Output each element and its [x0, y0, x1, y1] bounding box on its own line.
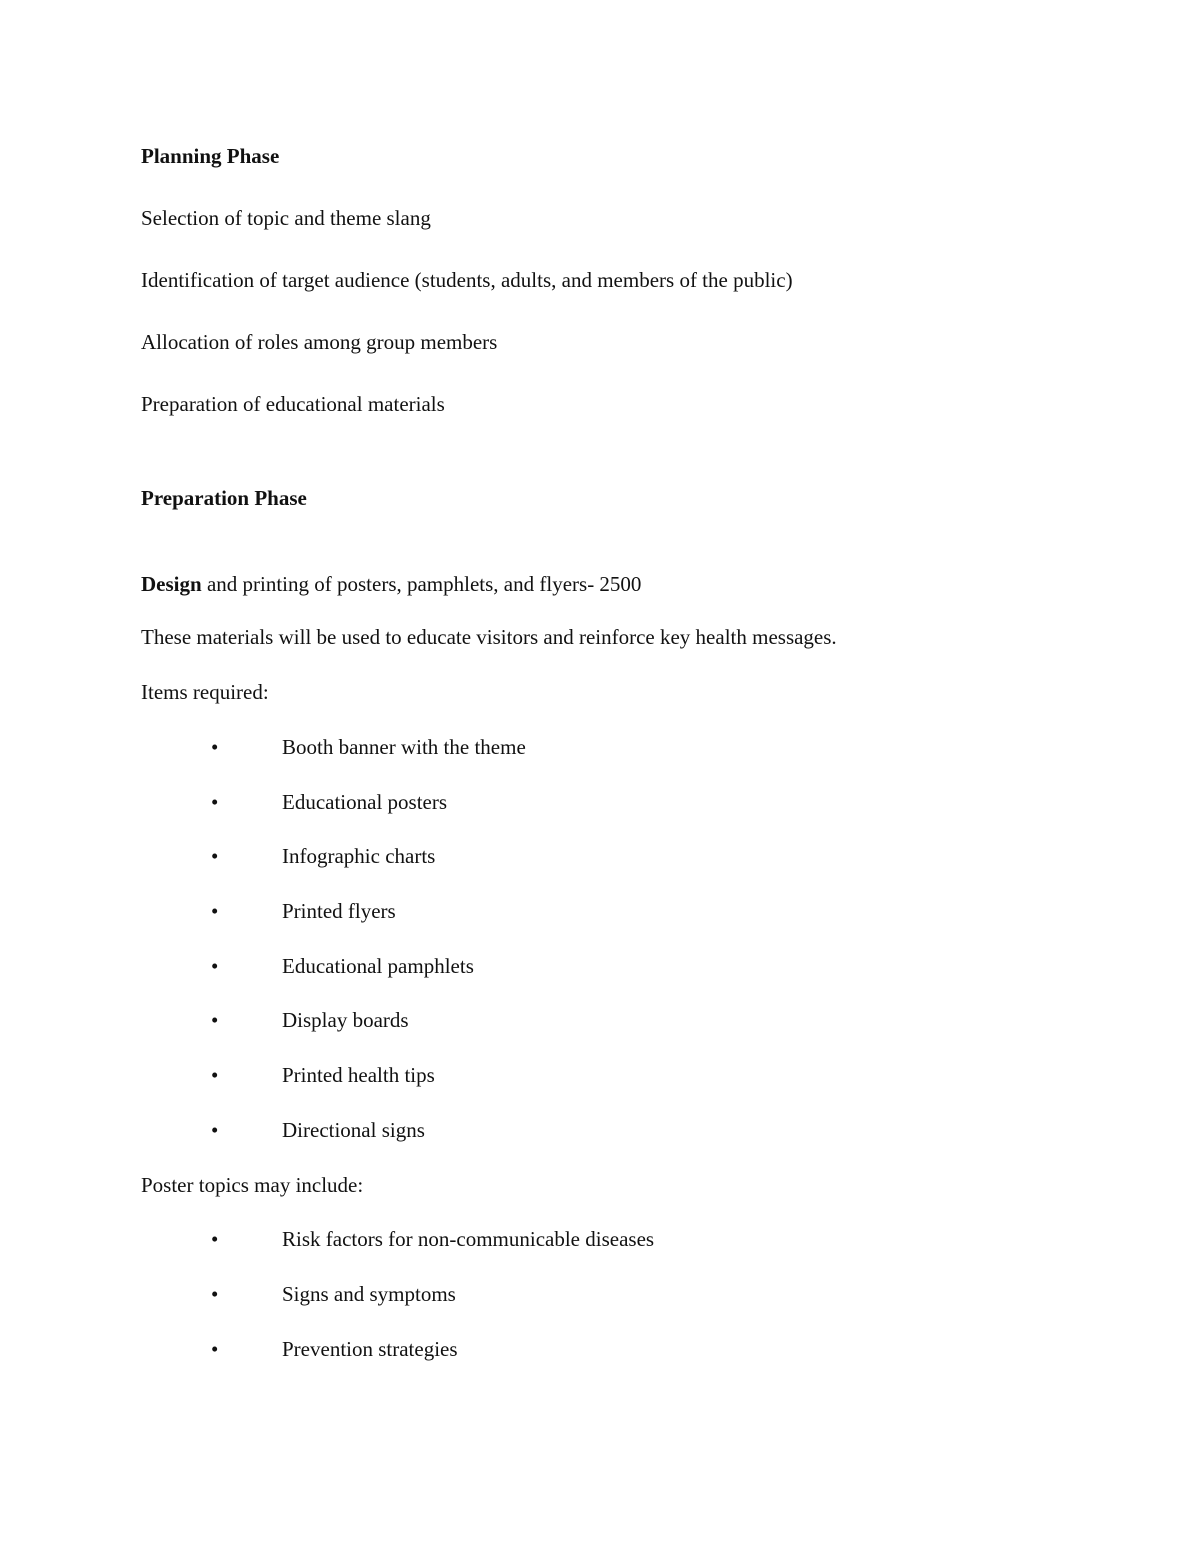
bullet-icon: •	[211, 844, 219, 868]
design-printing-line	[141, 571, 641, 597]
poster-topics-label: Poster topics may include:	[141, 1173, 364, 1197]
list-item	[0, 734, 1200, 760]
list-item-text: Directional signs	[282, 1118, 425, 1142]
list-item-text: Signs and symptoms	[282, 1282, 456, 1306]
list-item	[0, 1336, 1200, 1362]
planning-item-target-audience: Identification of target audience (students, adults, and members of the public)	[141, 268, 793, 292]
list-item	[0, 1117, 1200, 1143]
list-item	[0, 898, 1200, 924]
list-item-text: Infographic charts	[282, 844, 436, 868]
list-item	[0, 1062, 1200, 1088]
list-item-text: Educational pamphlets	[282, 954, 474, 978]
design-line-rest: and printing of posters, pamphlets, and flyers- 2500	[201, 572, 642, 596]
planning-item-material-preparation: Preparation of educational materials	[141, 392, 445, 416]
list-item	[0, 1226, 1200, 1252]
list-item	[0, 789, 1200, 815]
list-item-text: Display boards	[282, 1008, 409, 1032]
list-item	[0, 1007, 1200, 1033]
bullet-icon: •	[211, 1008, 219, 1032]
bullet-icon: •	[211, 1063, 219, 1087]
bullet-icon: •	[211, 1118, 219, 1142]
bullet-icon: •	[211, 735, 219, 759]
planning-item-role-allocation: Allocation of roles among group members	[141, 330, 498, 354]
bullet-icon: •	[211, 1227, 219, 1251]
bullet-icon: •	[211, 1337, 219, 1361]
design-lead-word: Design	[141, 572, 202, 596]
list-item-text: Printed flyers	[282, 899, 396, 923]
list-item-text: Prevention strategies	[282, 1337, 458, 1361]
materials-note: These materials will be used to educate visitors and reinforce key health messages.	[141, 625, 837, 649]
items-required-label: Items required:	[141, 680, 269, 704]
bullet-icon: •	[211, 1282, 219, 1306]
list-item	[0, 843, 1200, 869]
list-item	[0, 953, 1200, 979]
bullet-icon: •	[211, 899, 219, 923]
list-item-text: Risk factors for non-communicable diseases	[282, 1227, 655, 1251]
list-item	[0, 1281, 1200, 1307]
preparation-phase-heading: Preparation Phase	[141, 486, 307, 510]
list-item-text: Printed health tips	[282, 1063, 435, 1087]
bullet-icon: •	[211, 790, 219, 814]
planning-phase-heading: Planning Phase	[141, 144, 280, 168]
bullet-icon: •	[211, 954, 219, 978]
list-item-text: Booth banner with the theme	[282, 735, 526, 759]
list-item-text: Educational posters	[282, 790, 448, 814]
planning-item-topic-selection: Selection of topic and theme slang	[141, 206, 431, 230]
